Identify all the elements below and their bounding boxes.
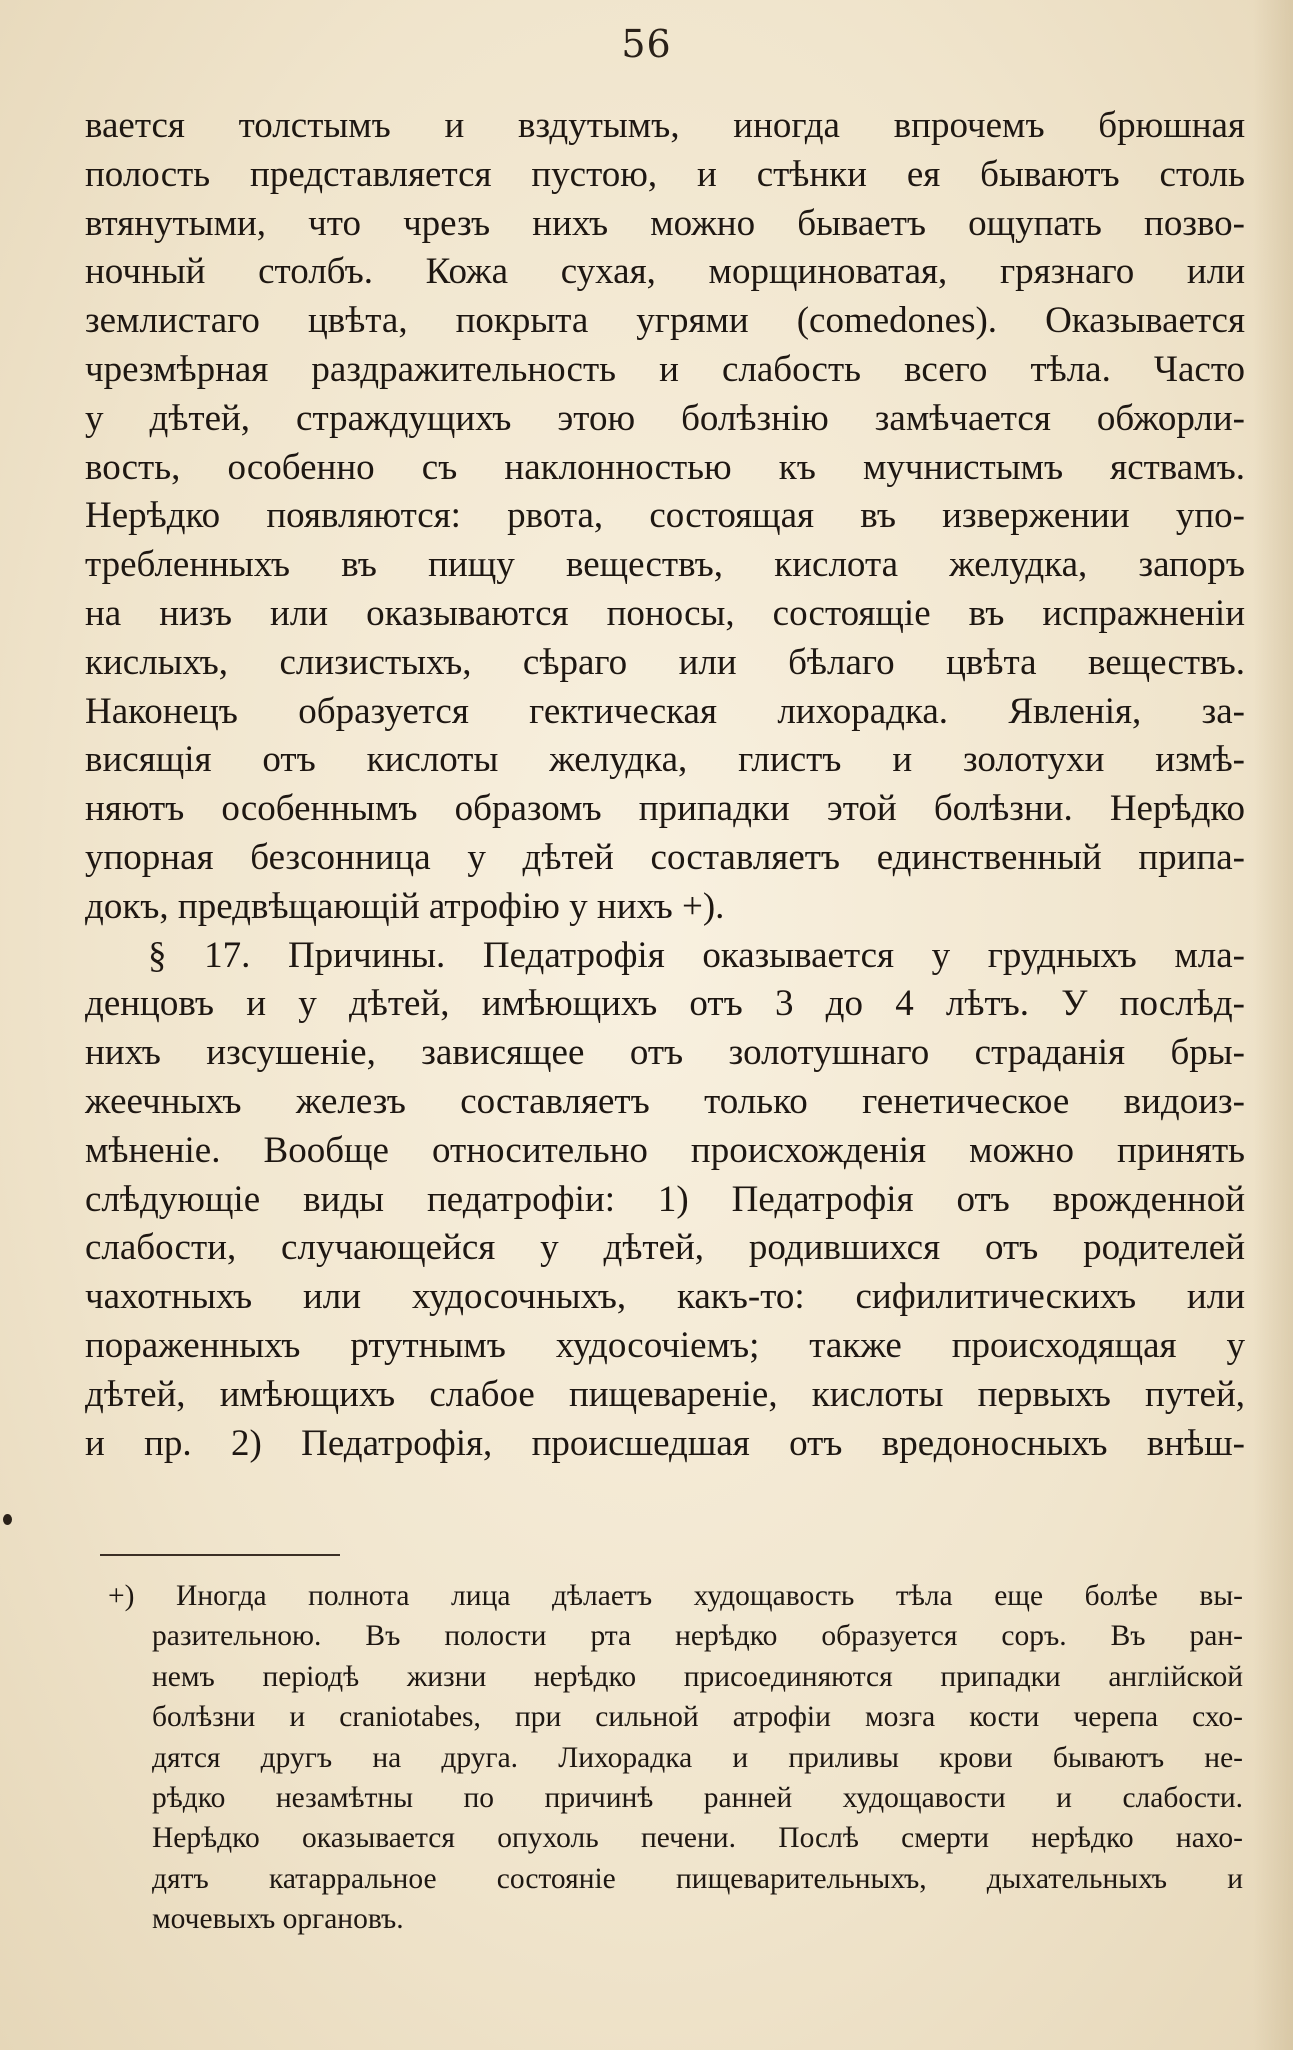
footnote-line: мочевыхъ органовъ. [152, 1903, 404, 1936]
text-line: вость, особенно съ наклонностью къ мучнистымъ яствамъ. [85, 446, 1245, 488]
text-line: слабости, случающейся у дѣтей, родившихся отъ родителей [85, 1227, 1245, 1269]
text-line: кислыхъ, слизистыхъ, сѣраго или бѣлаго цвѣта веществъ. [85, 641, 1245, 683]
text-line: требленныхъ въ пищу веществъ, кислота желудка, запоръ [85, 544, 1245, 586]
text-line: пораженныхъ ртутнымъ худосочіемъ; также происходящая у [85, 1324, 1245, 1366]
text-line: у дѣтей, страждущихъ этою болѣзнію замѣчается обжорли- [85, 397, 1245, 439]
section-heading-line: § 17. Причины. Педатрофія оказывается у грудныхъ мла- [148, 934, 1245, 976]
text-line: на низъ или оказываются поносы, состоящіе въ испражненіи [85, 592, 1245, 634]
text-line: жеечныхъ железъ составляетъ только генетическое видоиз- [85, 1080, 1245, 1122]
text-line: няютъ особеннымъ образомъ припадки этой болѣзни. Нерѣдко [85, 788, 1245, 830]
text-line: упорная безсонница у дѣтей составляетъ единственный припа- [85, 836, 1245, 878]
text-line: мѣненіе. Вообще относительно происхожденія можно принять [85, 1129, 1245, 1171]
text-line: ночный столбъ. Кожа сухая, морщиноватая, грязнаго или [85, 251, 1245, 293]
footnote-block [108, 1576, 1243, 1940]
text-line: чрезмѣрная раздражительность и слабость всего тѣла. Часто [85, 348, 1245, 390]
text-line: втянутыми, что чрезъ нихъ можно бываетъ ощупать позво- [85, 202, 1245, 244]
footnote-line: немъ періодѣ жизни нерѣдко присоединяются припадки англійской [152, 1660, 1243, 1693]
text-line: и пр. 2) Педатрофія, происшедшая отъ вредоносныхъ внѣш- [85, 1422, 1245, 1464]
page-edge-shadow [1253, 0, 1293, 2050]
text-line: дѣтей, имѣющихъ слабое пищевареніе, кислоты первыхъ путей, [85, 1373, 1245, 1415]
page-number: 56 [621, 22, 672, 66]
footnote-line: рѣдко незамѣтны по причинѣ ранней худощавости и слабости. [152, 1781, 1243, 1814]
text-line: докъ, предвѣщающій атрофію у нихъ +). [85, 885, 725, 927]
footnote-line: Нерѣдко оказывается опухоль печени. Послѣ смерти нерѣдко нахо- [152, 1822, 1243, 1855]
ink-spot [3, 1514, 12, 1525]
text-line: землистаго цвѣта, покрыта угрями (comedones). Оказывается [85, 300, 1245, 342]
footnote-line: разительною. Въ полости рта нерѣдко образуется соръ. Въ ран- [152, 1620, 1243, 1653]
text-line: висящія отъ кислоты желудка, глистъ и золотухи измѣ- [85, 739, 1245, 781]
text-line: денцовъ и у дѣтей, имѣющихъ отъ 3 до 4 лѣтъ. У послѣд- [85, 983, 1245, 1025]
text-line: слѣдующіе виды педатрофіи: 1) Педатрофія отъ врожденной [85, 1178, 1245, 1220]
text-line: Нерѣдко появляются: рвота, состоящая въ извержении упо- [85, 495, 1245, 537]
main-text-block [85, 102, 1245, 1468]
footnote-divider [100, 1554, 340, 1556]
text-line: вается толстымъ и вздутымъ, иногда впрочемъ брюшная [85, 105, 1245, 146]
footnote-line: дятъ катарральное состояніе пищеварительныхъ, дыхательныхъ и [152, 1862, 1243, 1895]
footnote-line: дятся другъ на друга. Лихорадка и приливы крови бываютъ не- [152, 1741, 1243, 1774]
text-line: Наконецъ образуется гектическая лихорадка. Явленія, за- [85, 690, 1245, 732]
footnote-line: +) Иногда полнота лица дѣлаетъ худощавость тѣла еще болѣе вы- [108, 1580, 1243, 1612]
text-line: чахотныхъ или худосочныхъ, какъ-то: сифилитическихъ или [85, 1276, 1245, 1318]
text-line: полость представляется пустою, и стѣнки ея бываютъ столь [85, 153, 1245, 195]
footnote-line: болѣзни и craniotabes, при сильной атрофіи мозга кости черепа схо- [152, 1701, 1243, 1734]
text-line: нихъ изсушеніе, зависящее отъ золотушнаго страданія бры- [85, 1032, 1245, 1074]
